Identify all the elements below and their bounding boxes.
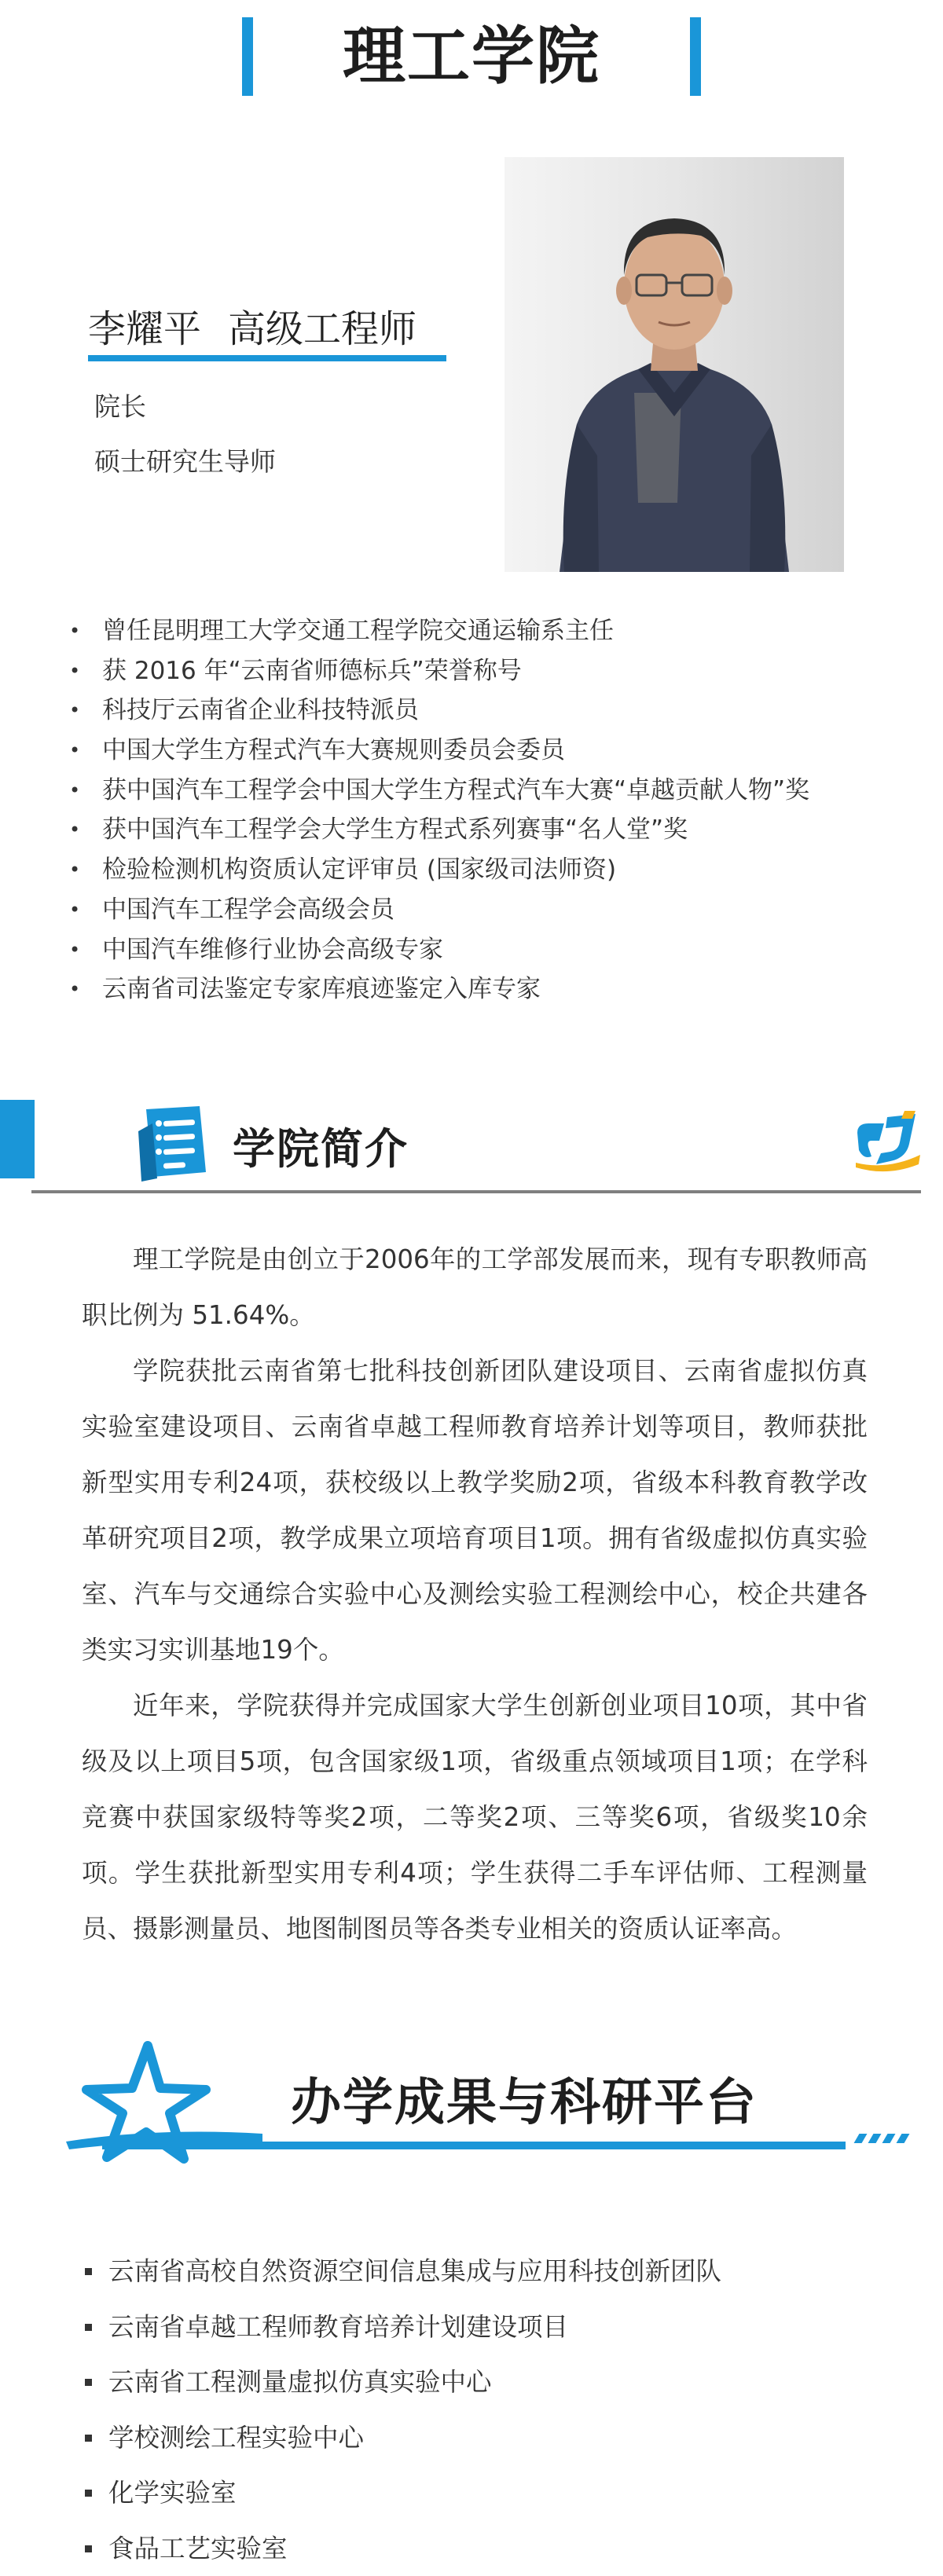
list-item: 云南省高校自然资源空间信息集成与应用科技创新团队: [82, 2244, 907, 2299]
section-results-title: 办学成果与科研平台: [291, 2062, 758, 2134]
profile-role: 院长: [94, 387, 146, 423]
profile-title: 高级工程师: [228, 307, 416, 351]
section-rule: [102, 2142, 846, 2149]
list-item: • 云南省司法鉴定专家库痕迹鉴定入库专家: [63, 969, 927, 1010]
list-item: • 获中国汽车工程学会大学生方程式系列赛事“名人堂”奖: [63, 810, 927, 850]
list-item: • 获中国汽车工程学会中国大学生方程式汽车大赛“卓越贡献人物”奖: [63, 771, 927, 811]
decorative-dash: [897, 2134, 910, 2143]
college-logo-icon: [853, 1109, 923, 1172]
intro-paragraph: 理工学院是由创立于2006年的工学部发展而来，现有专职教师高职比例为 51.64%。: [82, 1232, 868, 1343]
star-swoosh-icon: [61, 2041, 266, 2175]
profile-name: 李耀平: [88, 307, 201, 351]
honors-list: [63, 611, 927, 1010]
profile-photo: [505, 157, 844, 572]
portrait-illustration: [505, 157, 844, 572]
document-list-icon: [130, 1100, 217, 1186]
list-item: • 检验检测机构资质认定评审员 (国家级司法师资): [63, 850, 927, 890]
profile-role: 硕士研究生导师: [94, 442, 276, 478]
profile-name-line: [88, 299, 416, 353]
intro-paragraph: 学院获批云南省第七批科技创新团队建设项目、云南省虚拟仿真实验室建设项目、云南省卓越工程师教育培养计划等项目，教师获批新型实用专利24项，获校级以上教学奖励2项，省级本科教育教学改革研究项目2项，教学成果立项培育项目1项。拥有省级虚拟仿真实验室、汽车与交通综合实验中心及测绘实验工程测绘中心，校企共建各类实习实训基地19个。: [82, 1343, 868, 1678]
section-rule: [31, 1190, 921, 1193]
list-item: 学校测绘工程实验中心: [82, 2410, 907, 2466]
list-item: • 科技厅云南省企业科技特派员: [63, 691, 927, 731]
section-accent-block: [0, 1100, 35, 1178]
page-title: 理工学院: [0, 17, 943, 96]
list-item: • 中国汽车工程学会高级会员: [63, 890, 927, 930]
decorative-dash: [854, 2134, 868, 2143]
decorative-dash: [868, 2134, 882, 2143]
list-item: 食品工艺实验室: [82, 2521, 907, 2576]
list-item: • 曾任昆明理工大学交通工程学院交通运输系主任: [63, 611, 927, 651]
results-list: [82, 2244, 907, 2576]
decorative-dash: [882, 2134, 896, 2143]
name-underline: [88, 355, 446, 361]
list-item: 云南省卓越工程师教育培养计划建设项目: [82, 2299, 907, 2355]
list-item: 化学实验室: [82, 2465, 907, 2521]
intro-paragraph: 近年来，学院获得并完成国家大学生创新创业项目10项，其中省级及以上项目5项，包含国家级1项，省级重点领域项目1项；在学科竞赛中获国家级特等奖2项，二等奖2项、三等奖6项，省级奖10余项。学生获批新型实用专利4项；学生获得二手车评估师、工程测量员、摄影测量员、地图制图员等各类专业相关的资质认证率高。: [82, 1678, 868, 1957]
list-item: • 中国大学生方程式汽车大赛规则委员会委员: [63, 731, 927, 771]
section-intro-title: 学院简介: [233, 1116, 409, 1176]
list-item: • 获 2016 年“云南省师德标兵”荣誉称号: [63, 651, 927, 691]
list-item: • 中国汽车维修行业协会高级专家: [63, 930, 927, 970]
list-item: 云南省工程测量虚拟仿真实验中心: [82, 2354, 907, 2410]
